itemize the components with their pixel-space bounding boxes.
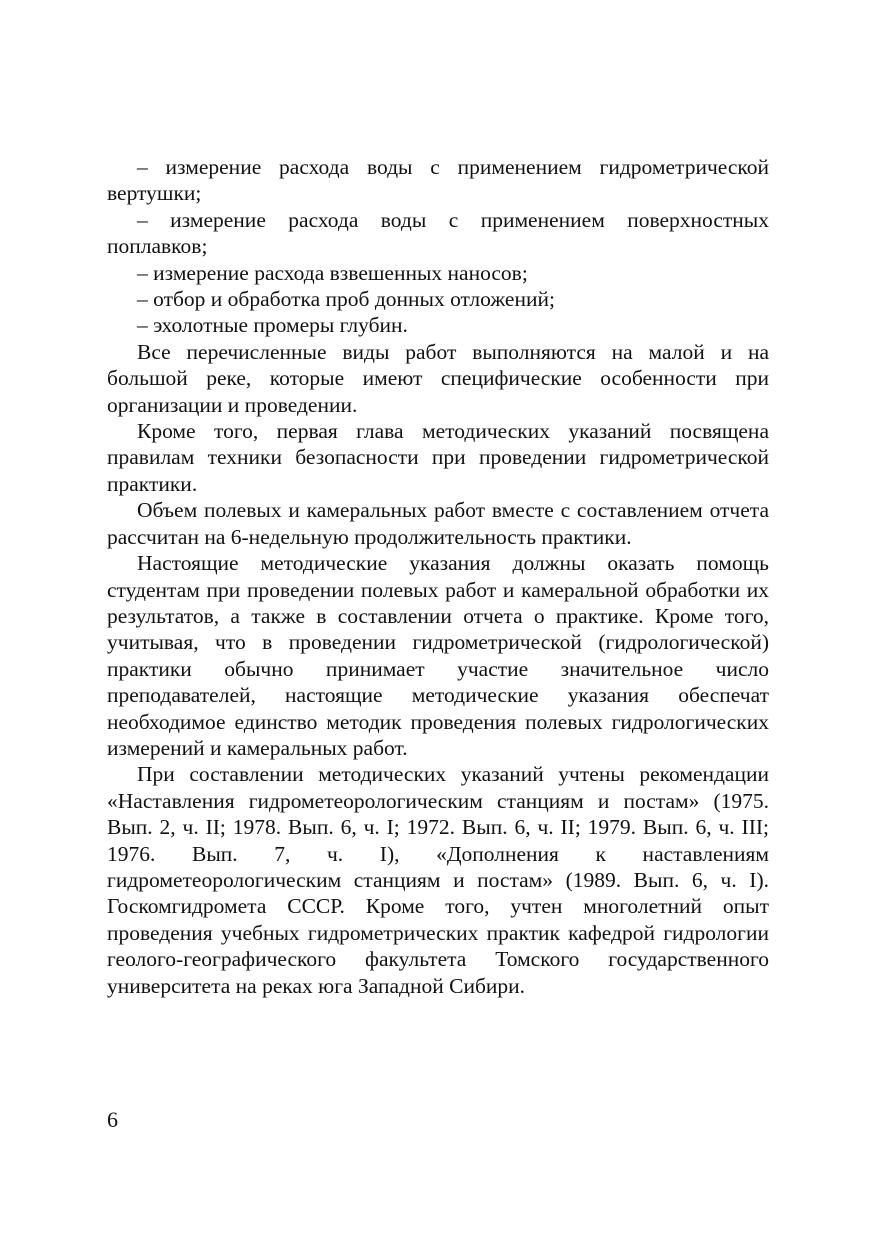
page-body bbox=[107, 154, 769, 999]
list-item: – измерение расхода взвешенных наносов; bbox=[137, 260, 528, 285]
paragraph: При составлении методических указаний учтены рекомендации «Наставления гидрометеорологическим станциям и постам» (1975. Вып. 2, ч. II; 1978. Вып. 6, ч. I; 1972. Вып. 6, ч. II; 1979. Вып. 6, ч. III; 1976. Вып. 7, ч. I), «Дополнения к наставлениям гидрометеорологическим станциям и постам» (1989. Вып. 6, ч. I). Госкомгидромета СССР. Кроме того, учтен многолетний опыт проведения учебных гидрометрических практик кафедрой гидрологии геолого-географического факультета Томского государственного университета на реках юга Западной Сибири. bbox=[107, 762, 769, 998]
list-item: – отбор и обработка проб донных отложений; bbox=[137, 287, 555, 312]
page-number: 6 bbox=[107, 1107, 118, 1132]
list-item: – измерение расхода воды с применением поверхностных поплавков; bbox=[107, 207, 769, 259]
list-item: – измерение расхода воды с применением гидрометрической вертушки; bbox=[107, 155, 769, 206]
paragraph: Кроме того, первая глава методических указаний посвящена правилам техники безопасности при проведении гидрометрической практики. bbox=[107, 419, 769, 496]
paragraph: Настоящие методические указания должны оказать помощь студентам при проведении полевых работ и камеральной обработки их результатов, а также в составлении отчета о практике. Кроме того, учитывая, что в проведении гидрометрической (гидрологической) практики обычно принимает участие значительное число преподавателей, настоящие методические указания обеспечат необходимое единство методик проведения полевых гидрологических измерений и камеральных работ. bbox=[107, 551, 769, 760]
list-item: – эхолотные промеры глубин. bbox=[137, 313, 408, 338]
paragraph: Объем полевых и камеральных работ вместе с составлением отчета рассчитан на 6-недельную продолжительность практики. bbox=[107, 498, 769, 549]
paragraph: Все перечисленные виды работ выполняются на малой и на большой реке, которые имеют специфические особенности при организации и проведении. bbox=[107, 339, 769, 417]
